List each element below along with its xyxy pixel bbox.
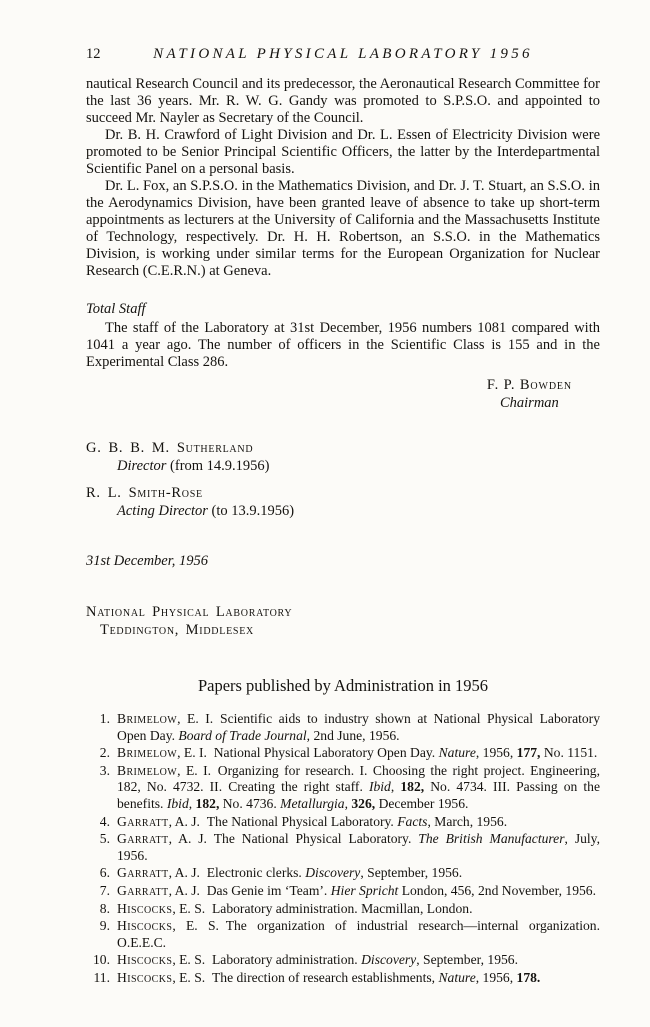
paper-citation: Hiscocks, E. S. The organization of industrial research—internal organization. O.E.E.C. [117,918,600,950]
paper-list-item [86,970,600,987]
officials-list [86,439,600,520]
official-role: Director (from 14.9.1956) [117,458,270,474]
paper-number: 7. [99,882,110,898]
total-staff-paragraph: The staff of the Laboratory at 31st December, 1956 numbers 1081 compared with 1041 a year ago. The number of officers in the Scientific Class is 155 and in the Experimental Class 286. [86,320,600,370]
paper-list-item [86,952,600,969]
official-name: G. B. B. M. Sutherland [86,440,254,456]
running-header [86,46,600,63]
signature-role: Chairman [499,395,559,411]
paper-list-item [86,901,600,918]
paper-number: 10. [93,952,110,968]
official-sutherland [86,439,600,475]
paper-list-item [86,763,600,813]
date-line: 31st December, 1956 [86,553,209,569]
paper-list-item [86,745,600,762]
paragraph-promotions: Dr. B. H. Crawford of Light Division and Dr. L. Essen of Electricity Division were promoted to be Senior Principal Scientific Officers, the latter by the Interdepartmental Scientific Panel on a personal basis. [86,127,600,177]
paragraph-leave-of-absence: Dr. L. Fox, an S.P.S.O. in the Mathematics Division, and Dr. J. T. Stuart, an S.S.O. in the Aerodynamics Division, have been granted leave of absence to take up short-term appointments as lecturers at the University of California and the Massachusetts Institute of Technology, respectively. Dr. H. H. Robertson, an S.S.O. in the Mathematics Division, is working under similar terms for the European Organization for Nuclear Research (C.E.R.N.) at Geneva. [86,178,600,279]
paper-list-item [86,883,600,900]
paper-citation: Garratt, A. J. The National Physical Laboratory. The British Manufacturer, July, 1956. [117,831,600,863]
paper-number: 8. [99,900,110,916]
paper-number: 11. [93,969,110,985]
paper-number: 5. [99,831,110,847]
paper-number: 3. [99,762,110,778]
paper-list-item [86,814,600,831]
total-staff-heading: Total Staff [86,301,146,317]
paper-number: 2. [99,745,110,761]
paper-citation: Brimelow, E. I. Scientific aids to industry shown at National Physical Laboratory Open Day. Board of Trade Journal, 2nd June, 1956. [117,711,600,743]
address-line-1: National Physical Laboratory [86,604,293,620]
signature-name: F. P. Bowden [486,377,572,393]
paper-citation: Garratt, A. J. Das Genie im ‘Team’. Hier Spricht London, 456, 2nd November, 1956. [117,882,596,898]
papers-list [86,711,600,987]
paper-number: 1. [99,711,110,726]
address-block [86,603,600,639]
official-smith-rose [86,484,600,520]
paragraph-research-council: nautical Research Council and its predecessor, the Aeronautical Research Committee for the last 36 years. Mr. R. W. G. Gandy was promoted to S.P.S.O. and appointed to succeed Mr. Nayler as Secretary of the Council. [86,76,600,126]
paper-number: 9. [99,918,110,934]
running-title: NATIONAL PHYSICAL LABORATORY 1956 [153,46,533,62]
paper-list-item [86,918,600,951]
paper-list-item [86,831,600,864]
paper-number: 6. [99,865,110,881]
paper-list-item [86,865,600,882]
page-number: 12 [86,46,101,62]
paper-citation: Hiscocks, E. S. Laboratory administration. Discovery, September, 1956. [117,952,518,968]
address-line-2: Teddington, Middlesex [100,622,254,638]
paper-citation: Garratt, A. J. Electronic clerks. Discovery, September, 1956. [117,865,463,881]
paper-citation: Hiscocks, E. S. Laboratory administration. Macmillan, London. [117,900,473,916]
paper-number: 4. [99,813,110,829]
paper-citation: Brimelow, E. I. National Physical Laboratory Open Day. Nature, 1956, 177, No. 1151. [117,745,598,761]
paper-citation: Garratt, A. J. The National Physical Laboratory. Facts, March, 1956. [117,813,508,829]
signature-block [86,376,572,412]
paper-citation: Brimelow, E. I. Organizing for research. I. Choosing the right project. Engineering, 182, No. 4732. II. Creating the right staff. Ibid, 182, No. 4734. III. Passing on the benefits. Ibid, 182, No. 4736. Metallurgia, 326, December 1956. [117,762,601,811]
paper-list-item [86,711,600,744]
papers-section-heading: Papers published by Administration in 1956 [197,676,489,695]
official-name: R. L. Smith-Rose [86,485,203,501]
official-role: Acting Director (to 13.9.1956) [117,503,295,519]
paper-citation: Hiscocks, E. S. The direction of research establishments, Nature, 1956, 178. [117,969,541,985]
